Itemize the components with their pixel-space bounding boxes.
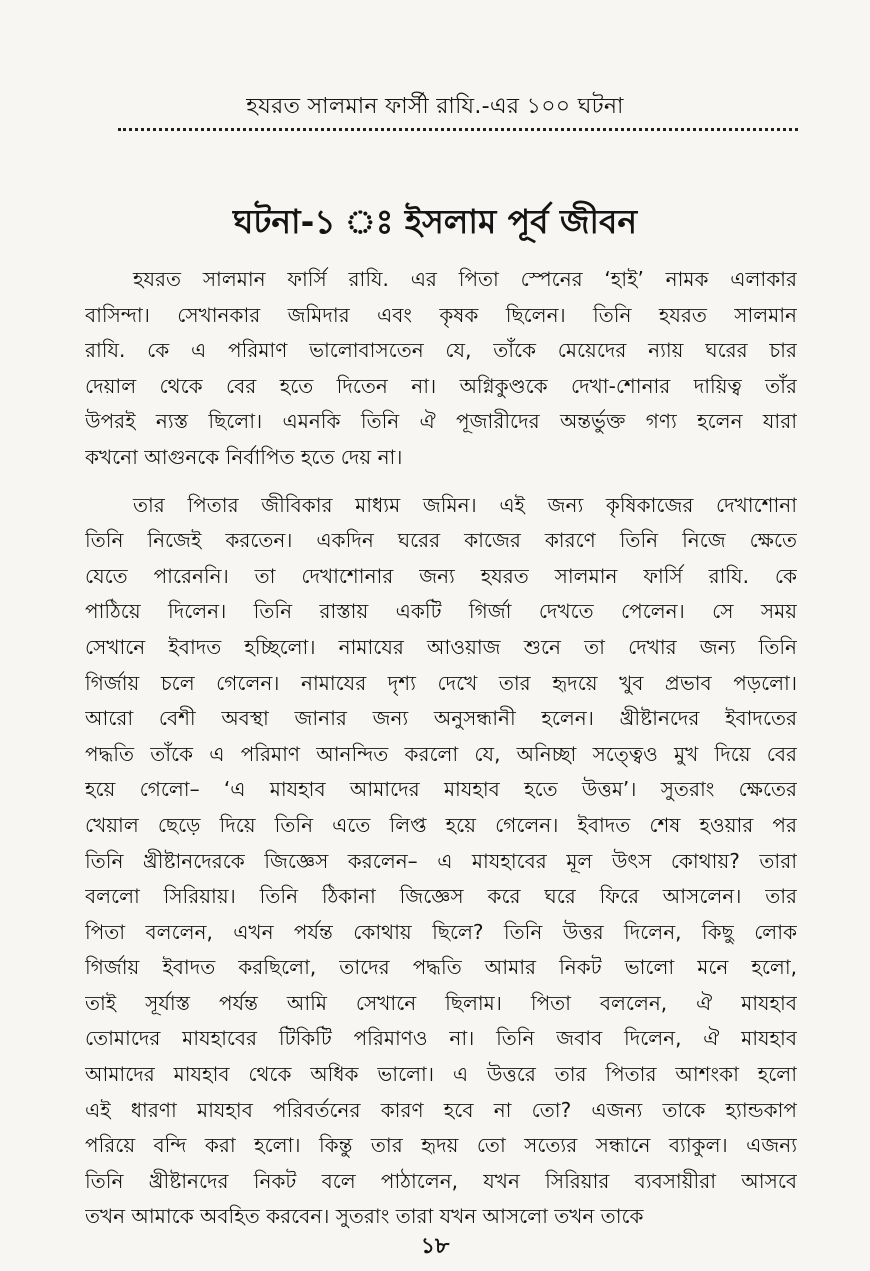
body-text [85,262,797,1235]
text-line: উপরই ন্যস্ত ছিলো। এমনকি তিনি ঐ পূজারীদের অন্তর্ভুক্ত গণ্য হলেন যারা [85,409,797,434]
text-line: তিনি খ্রীষ্টানদেরকে জিজ্ঞেস করলেন– এ মাযহাবের মূল উৎস কোথায়? তারা [85,848,797,873]
text-line: পাঠিয়ে দিলেন। তিনি রাস্তায় একটি গির্জা দেখতে পেলেন। সে সময় [85,599,797,624]
text-line: তার পিতার জীবিকার মাধ্যম জমিন। এই জন্য কৃষিকাজের দেখাশোনা [133,492,797,517]
text-line: কখনো আগুনকে নির্বাপিত হতে দেয় না। [85,444,403,469]
text-line: দেয়াল থেকে বের হতে দিতেন না। অগ্নিকুণ্ডকে দেখা-শোনার দায়িত্ব তাঁর [85,373,797,398]
text-line: যেতে পারেননি। তা দেখাশোনার জন্য হযরত সালমান ফার্সি রাযি. কে [85,563,797,588]
text-line: বাসিন্দা। সেখানকার জমিদার এবং কৃষক ছিলেন। তিনি হযরত সালমান [85,302,797,327]
text-line: তোমাদের মাযহাবের টিকিটি পরিমাণও না। তিনি জবাব দিলেন, ঐ মাযহাব [85,1026,797,1051]
text-line: রাযি. কে এ পরিমাণ ভালোবাসতেন যে, তাঁকে মেয়েদের ন্যায় ঘরের চার [85,338,797,363]
text-line: এই ধারণা মাযহাব পরিবর্তনের কারণ হবে না তো? এজন্য তাকে হ্যান্ডকাপ [85,1097,797,1122]
text-line: তাই সূর্যাস্ত পর্যন্ত আমি সেখানে ছিলাম। পিতা বললেন, ঐ মাযহাব [85,990,797,1015]
paragraph [85,488,797,1235]
page-number: ১৮ [420,1234,450,1259]
text-line: হযরত সালমান ফার্সি রাযি. এর পিতা স্পেনের ‘হাই’ নামক এলাকার [133,267,797,291]
text-line: পদ্ধতি তাঁকে এ পরিমাণ আনন্দিত করলো যে, অনিচ্ছা সত্ত্বেও মুখ দিয়ে বের [85,741,797,766]
chapter-title: ঘটনা-১ ঃ ইসলাম পূর্ব জীবন [232,202,638,241]
text-line: খেয়াল ছেড়ে দিয়ে তিনি এতে লিপ্ত হয়ে গেলেন। ইবাদত শেষ হওয়ার পর [85,812,797,837]
text-line: তিনি নিজেই করতেন। একদিন ঘরের কাজের কারণে তিনি নিজে ক্ষেতে [85,528,797,553]
header-divider [118,128,798,131]
paragraph [85,262,797,476]
text-line: তখন আমাকে অবহিত করবেন। সুতরাং তারা যখন আসলো তখন তাকে [85,1204,644,1229]
text-line: তিনি খ্রীষ্টানদের নিকট বলে পাঠালেন, যখন সিরিয়ার ব্যবসায়ীরা আসবে [85,1168,797,1193]
text-line: গির্জায় ইবাদত করছিলো, তাদের পদ্ধতি আমার নিকট ভালো মনে হলো, [85,955,797,980]
running-head: হযরত সালমান ফার্সী রাযি.-এর ১০০ ঘটনা [246,94,624,119]
text-line: সেখানে ইবাদত হচ্ছিলো। নামাযের আওয়াজ শুনে তা দেখার জন্য তিনি [85,634,797,659]
text-line: পিতা বললেন, এখন পর্যন্ত কোথায় ছিলে? তিনি উত্তর দিলেন, কিছু লোক [85,919,797,944]
text-line: আরো বেশী অবস্থা জানার জন্য অনুসন্ধানী হলেন। খ্রীষ্টানদের ইবাদতের [85,706,797,731]
text-line: আমাদের মাযহাব থেকে অধিক ভালো। এ উত্তরে তার পিতার আশংকা হলো [85,1062,797,1087]
text-line: বললো সিরিয়ায়। তিনি ঠিকানা জিজ্ঞেস করে ঘরে ফিরে আসলেন। তার [85,884,797,909]
text-line: হয়ে গেলো– ‘এ মাযহাব আমাদের মাযহাব হতে উত্তম’। সুতরাং ক্ষেতের [85,777,797,802]
text-line: গির্জায় চলে গেলেন। নামাযের দৃশ্য দেখে তার হৃদয়ে খুব প্রভাব পড়লো। [85,670,797,695]
text-line: পরিয়ে বন্দি করা হলো। কিন্তু তার হৃদয় তো সত্যের সন্ধানে ব্যাকুল। এজন্য [85,1133,797,1158]
